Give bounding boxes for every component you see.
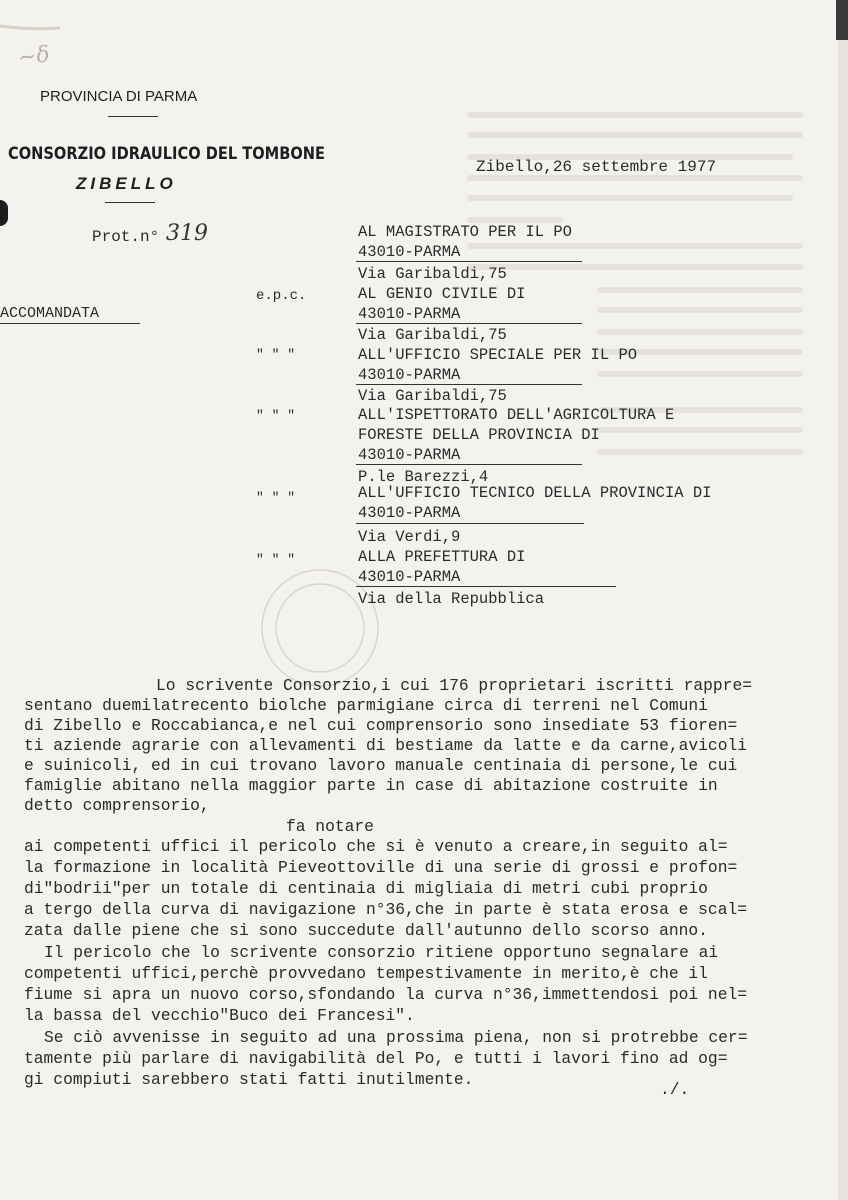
recipient-5-street: Via Verdi,9 <box>358 528 461 546</box>
text-line: di Zibello e Roccabianca,e nel cui comprensorio sono insediate 53 fioren= <box>24 716 738 735</box>
text-line: detto comprensorio, <box>24 796 210 815</box>
recipient-2-city: 43010-PARMA <box>358 305 461 323</box>
text-line: Il pericolo che lo scrivente consorzio ritiene opportuno segnalare ai <box>44 943 719 962</box>
text-line: zata dalle piene che si sono succedute dall'autunno dello scorso anno. <box>24 921 708 940</box>
text-line: tamente più parlare di navigabilità del Po, e tutti i lavori fino ad og= <box>24 1049 728 1068</box>
recipient-4-name-line2: FORESTE DELLA PROVINCIA DI <box>358 426 600 444</box>
recipient-2-street: Via Garibaldi,75 <box>358 326 507 344</box>
text-line: e suinicoli, ed in cui trovano lavoro manuale centinaia di persone,le cui <box>24 756 738 775</box>
fa-notare: fa notare <box>286 817 374 836</box>
header-rule <box>108 116 158 117</box>
recipient-5-rule <box>356 523 584 524</box>
registered-mail-label: ACCOMANDATA <box>0 305 100 322</box>
recipient-3-city: 43010-PARMA <box>358 366 461 384</box>
text-line: ai competenti uffici il pericolo che si è venuto a creare,in seguito al= <box>24 837 728 856</box>
recipient-1-rule <box>356 261 582 262</box>
recipient-3-rule <box>356 384 582 385</box>
recipient-6-name: ALLA PREFETTURA DI <box>358 548 526 566</box>
ditto-marks-3: " " " <box>256 490 296 505</box>
header-rule-2 <box>105 202 155 203</box>
recipient-4-name: ALL'ISPETTORATO DELL'AGRICOLTURA E <box>358 406 675 424</box>
recipient-3-name: ALL'UFFICIO SPECIALE PER IL PO <box>358 346 638 364</box>
handwritten-mark: ~ẟ <box>16 41 52 72</box>
recipient-4-street: P.le Barezzi,4 <box>358 468 489 486</box>
registered-mail-underline <box>0 323 140 324</box>
text-line: fiume si apra un nuovo corso,sfondando la curva n°36,immettendosi poi nel= <box>24 985 748 1004</box>
continuation-mark: ./. <box>660 1080 690 1099</box>
protocol-label: Prot.n° <box>92 228 160 246</box>
consortium-name: CONSORZIO IDRAULICO DEL TOMBONE <box>8 144 326 164</box>
recipient-2-rule <box>356 323 582 324</box>
text-line: Lo scrivente Consorzio,i cui 176 proprietari iscritti rappre= <box>156 676 752 695</box>
recipient-4-rule <box>356 464 582 465</box>
town-name: ZIBELLO <box>76 174 177 193</box>
province-header: PROVINCIA DI PARMA <box>40 88 198 105</box>
recipient-6-street: Via della Repubblica <box>358 590 545 608</box>
epc-label: e.p.c. <box>256 288 307 304</box>
recipient-4-city: 43010-PARMA <box>358 446 461 464</box>
hole-punch-mark <box>0 200 8 226</box>
text-line: Se ciò avvenisse in seguito ad una prossima piena, non si protrebbe cer= <box>44 1028 748 1047</box>
ditto-marks-1: " " " <box>256 347 296 362</box>
recipient-2-name: AL GENIO CIVILE DI <box>358 285 526 303</box>
ditto-marks-4: " " " <box>256 552 296 567</box>
recipient-6-rule <box>356 586 616 587</box>
protocol-number: 319 <box>166 221 208 246</box>
recipient-3-street: Via Garibaldi,75 <box>358 387 507 405</box>
text-line: famiglie abitano nella maggior parte in case di abitazione costruite in <box>24 776 718 795</box>
recipient-6-city: 43010-PARMA <box>358 568 461 586</box>
text-line: la formazione in località Pieveottoville di una serie di grossi e profon= <box>24 858 738 877</box>
text-line: a tergo della curva di navigazione n°36,che in parte è stata erosa e scal= <box>24 900 748 919</box>
text-line: di"bodrii"per un totale di centinaia di migliaia di metri cubi proprio <box>24 879 708 898</box>
text-line: gi compiuti sarebbero stati fatti inutilmente. <box>24 1070 474 1089</box>
recipient-1-city: 43010-PARMA <box>358 243 461 261</box>
recipient-5-name: ALL'UFFICIO TECNICO DELLA PROVINCIA DI <box>358 484 712 502</box>
recipient-5-city: 43010-PARMA <box>358 504 461 522</box>
text-line: ti aziende agrarie con allevamenti di bestiame da latte e da carne,avicoli <box>24 736 748 755</box>
recipient-1-street: Via Garibaldi,75 <box>358 265 507 283</box>
text-line: sentano duemilatrecento biolche parmigiane circa di terreni nel Comuni <box>24 696 708 715</box>
date-line: Zibello,26 settembre 1977 <box>476 158 717 176</box>
text-line: competenti uffici,perchè provvedano tempestivamente in merito,è che il <box>24 964 708 983</box>
ditto-marks-2: " " " <box>256 408 296 423</box>
text-line: la bassa del vecchio"Buco dei Francesi". <box>24 1006 415 1025</box>
recipient-1-name: AL MAGISTRATO PER IL PO <box>358 223 572 241</box>
